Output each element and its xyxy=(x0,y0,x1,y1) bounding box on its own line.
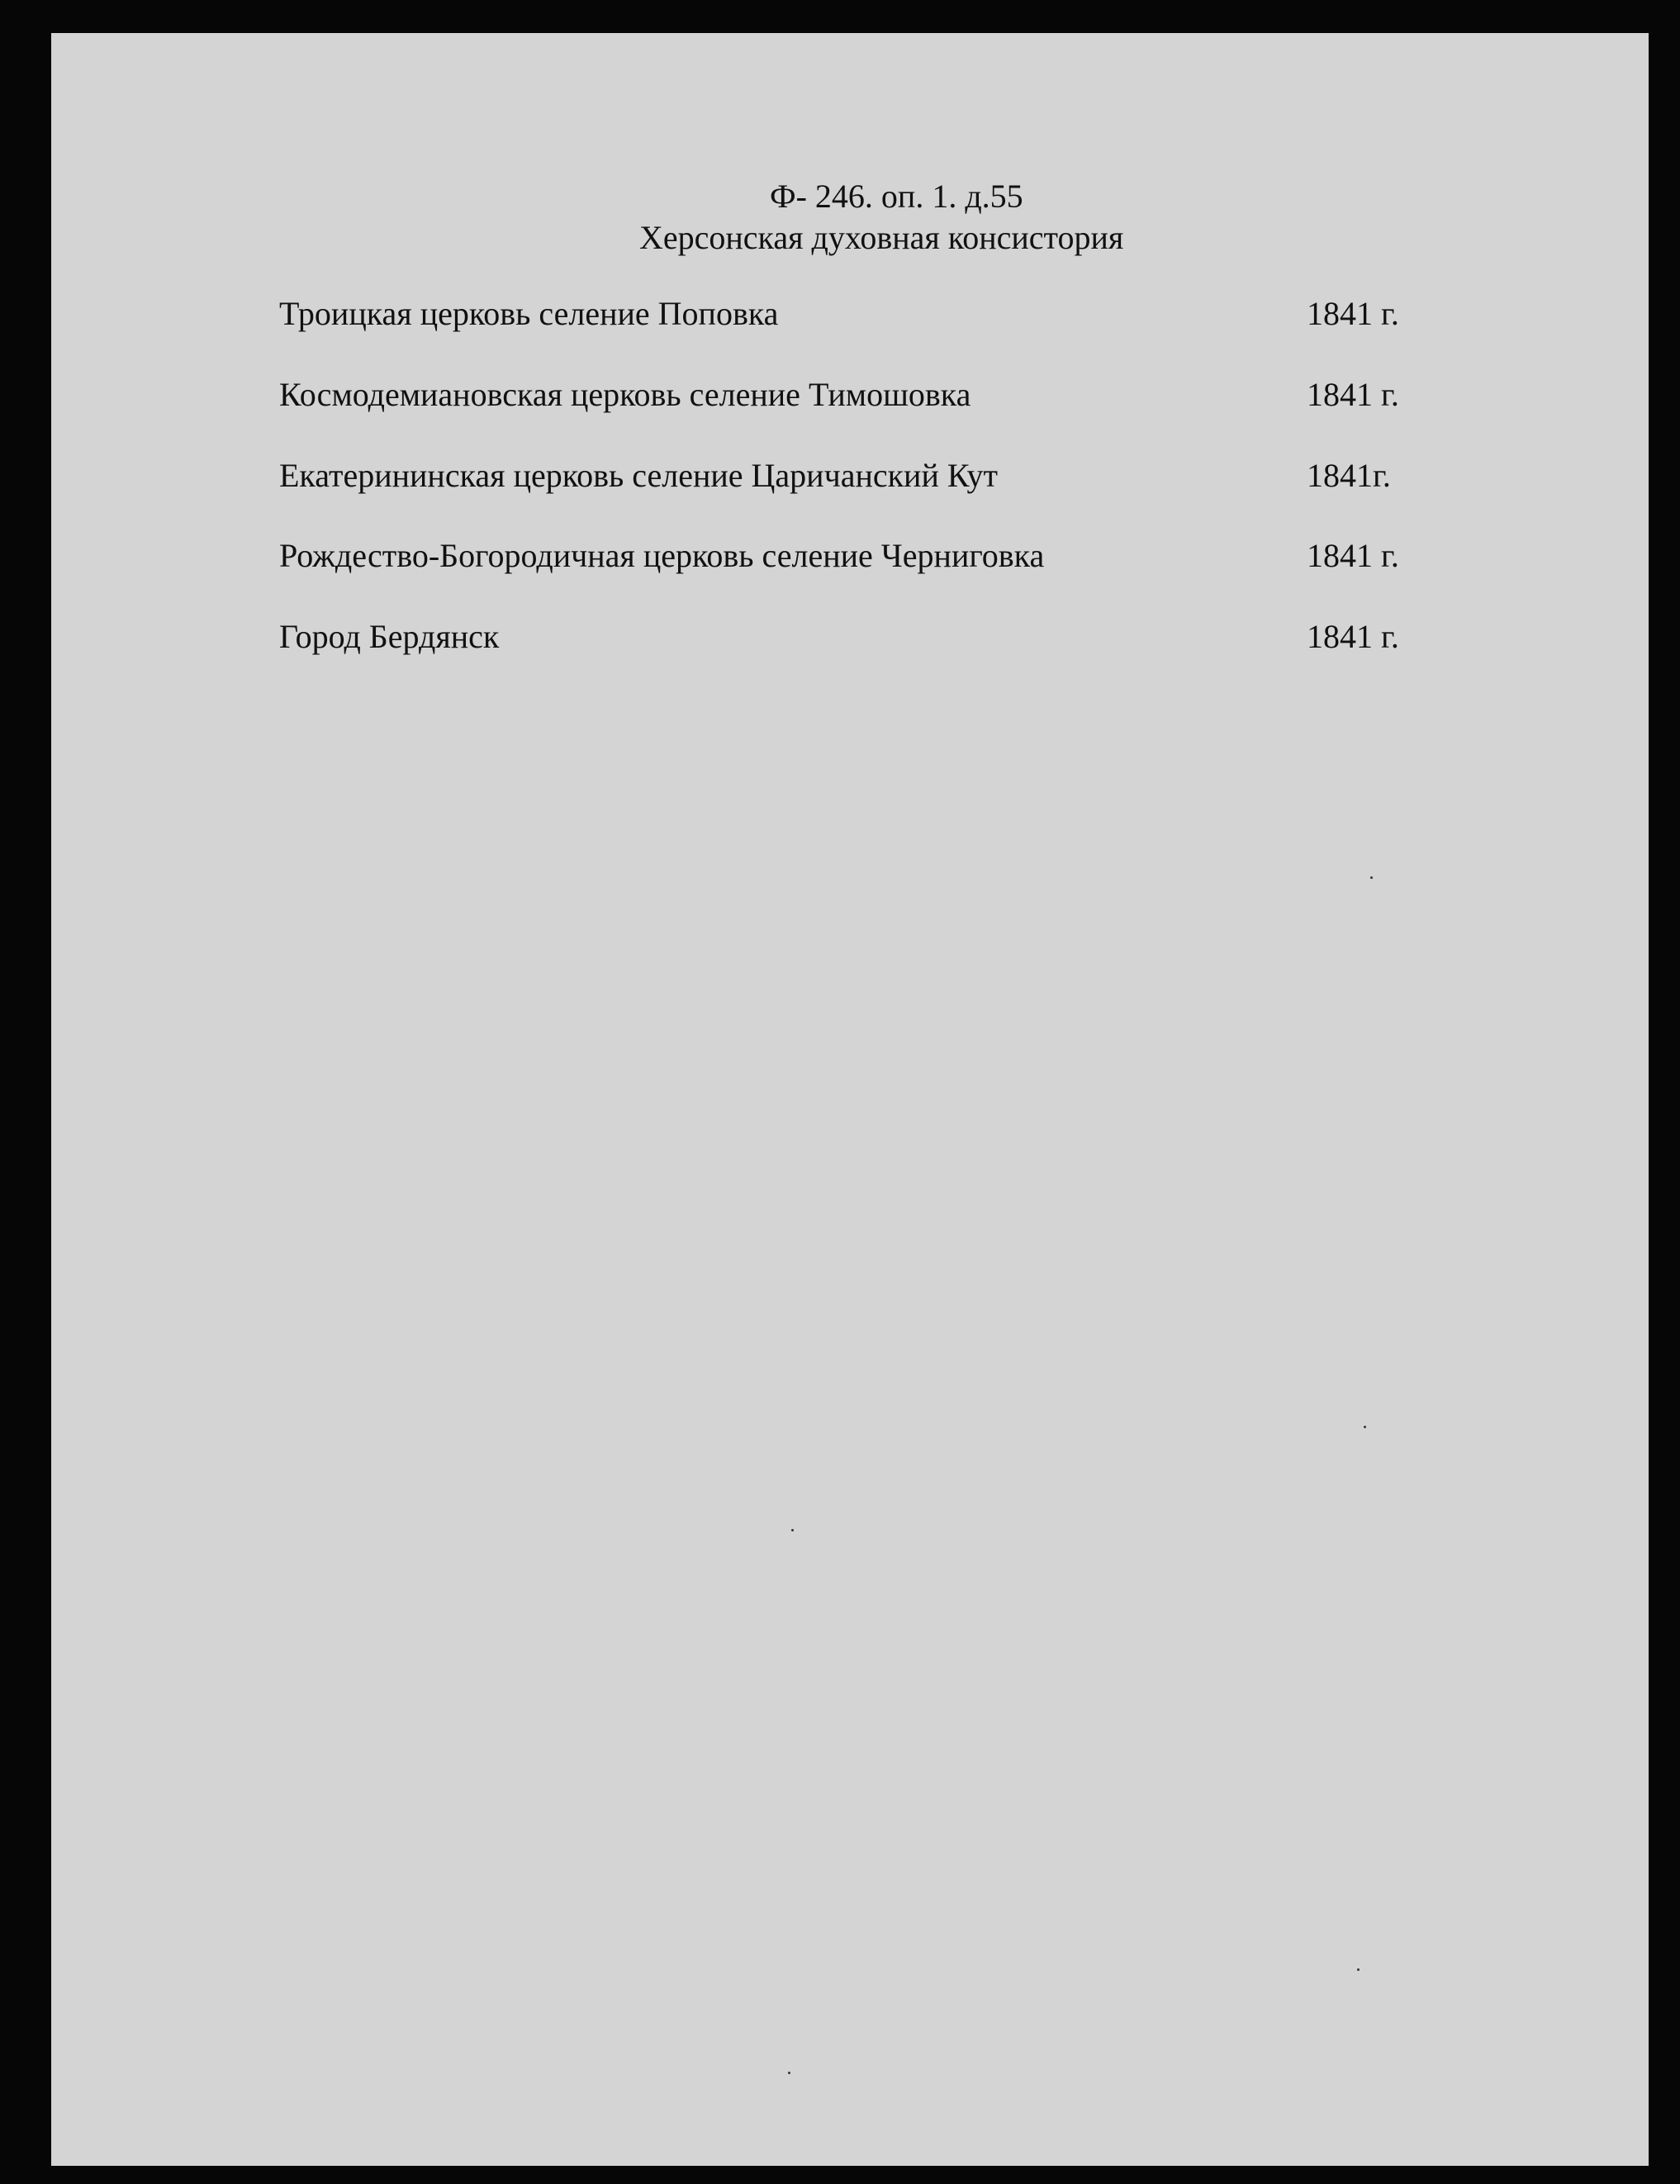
entry-row xyxy=(51,459,1649,501)
dust-speck xyxy=(791,1529,794,1531)
entry-year: 1841 г. xyxy=(1307,537,1399,574)
dust-speck xyxy=(788,2072,790,2074)
institution-title: Херсонская духовная консистория xyxy=(639,219,1124,256)
dust-speck xyxy=(1364,1426,1366,1428)
entry-place: Екатерининская церковь селение Царичанский Кут xyxy=(279,457,999,494)
paper-sheet xyxy=(51,33,1649,2166)
entry-row xyxy=(51,620,1649,662)
dust-speck xyxy=(1357,1968,1360,1971)
entry-year: 1841 г. xyxy=(1307,618,1399,655)
entry-row xyxy=(51,539,1649,581)
entry-place: Город Бердянск xyxy=(279,618,500,655)
entry-year: 1841г. xyxy=(1307,457,1391,494)
entry-place: Рождество-Богородичная церковь селение Черниговка xyxy=(279,537,1045,574)
fund-reference: Ф- 246. оп. 1. д.55 xyxy=(770,178,1023,215)
entry-year: 1841 г. xyxy=(1307,295,1399,332)
entry-year: 1841 г. xyxy=(1307,376,1399,413)
dust-speck xyxy=(1370,876,1373,879)
entry-row xyxy=(51,378,1649,420)
entry-place: Троицкая церковь селение Поповка xyxy=(279,295,779,332)
entry-row xyxy=(51,297,1649,339)
entry-place: Космодемиановская церковь селение Тимошовка xyxy=(279,376,971,413)
